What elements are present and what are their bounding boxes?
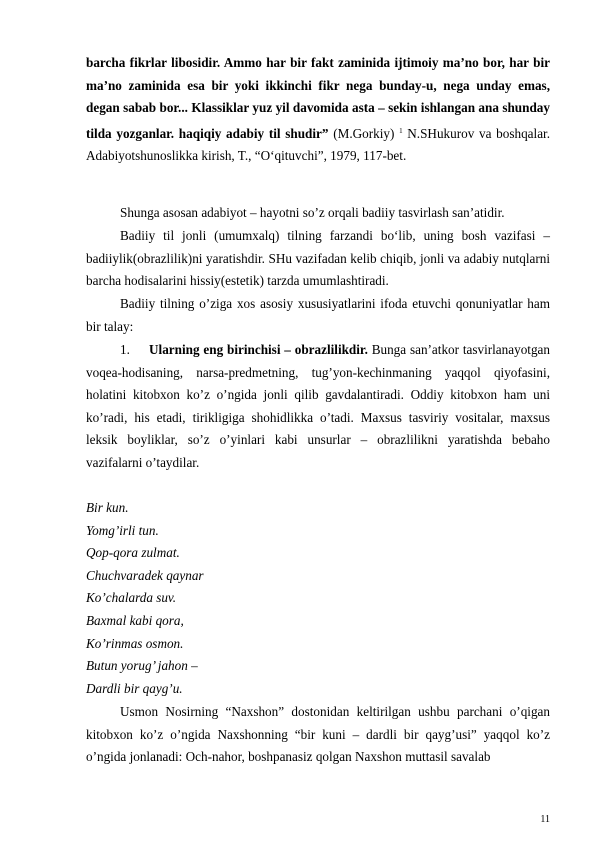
imagery-text: Bunga san’atkor tasvirlanayotgan voqea-hodisaning, narsa-predmetning, tug’yon-kechinmaning yaqqol qiyofasini, holatini kitobxon ko’z o’ngida jonli qilib gavdalantiradi. Oddiy kitobxon ham uni ko’radi, his etadi, tirikligiga shohidlikka o’tadi. Maxsus tasviriy vositalar, maxsus leksik boyliklar, so’z o’yinlari kabi unsurlar – obrazlilikni yaratishda bebaho vazifalarni o’taydilar.: [86, 342, 550, 470]
verse-line: Ko’chalarda suv.: [86, 590, 177, 606]
imagery-heading: Ularning eng birinchisi – obrazlilikdir.: [149, 342, 368, 357]
paragraph-artistic-language: Badiiy til jonli (umumxalq) tilning farzandi bo‘lib, uning bosh vazifasi – badiiylik(obrazlilik)ni yaratishdir. SHu vazifadan kelib chiqib, jonli va adabiy nutqlarni barcha hodisalarini hissiy(estetik) tarzda umumlashtiradi.: [86, 228, 550, 289]
verse-line: Butun yorug’ jahon –: [86, 658, 198, 674]
paragraph-imagery: [86, 339, 550, 475]
quote-bold-text: barcha fikrlar libosidir. Ammo har bir fakt zaminida ijtimoiy ma’no bor, har bir ma’no zaminida esa bir yoki ikkinchi fikr nega bunday-u, nega unday emas, degan sabab bor... Klassiklar yuz yil davomida asta – sekin ishlangan ana shunday tilda yozganlar. haqiqiy adabiy til shudir”: [86, 55, 550, 141]
footnote-marker: 1: [399, 126, 403, 135]
paragraph-laws: Badiiy tilning o’ziga xos asosiy xususiyatlarini ifoda etuvchi qonuniyatlar ham bir talay:: [86, 296, 550, 334]
verse-line: Yomg’irli tun.: [86, 522, 159, 538]
paragraph-analysis: Usmon Nosirning “Naxshon” dostonidan keltirilgan ushbu parchani o’qigan kitobxon ko’z o’ngida Naxshonning “bir kuni – dardli bir qayg’usi” yaqqol ko’z o’ngida jonlanadi: Och-nahor, boshpanasiz qolgan Naxshon muttasil savalab: [86, 704, 550, 765]
verse-line: Dardli bir qayg’u.: [86, 680, 183, 696]
page-number: 11: [540, 814, 550, 825]
quote-attribution: (M.Gorkiy): [333, 125, 395, 141]
verse-line: Chuchvaradek qaynar: [86, 567, 204, 583]
verse-line: Bir kun.: [86, 500, 129, 515]
footnote-reference: N.SHukurov va boshqalar. Adabiyotshunoslikka kirish, T., “O‘qituvchi”, 1979, 117-bet.: [86, 125, 551, 164]
verse-line: Ko’rinmas osmon.: [86, 635, 184, 651]
verse-line: Baxmal kabi qora,: [86, 612, 184, 628]
poem-excerpt: [86, 497, 550, 700]
paragraph-quote: [86, 52, 550, 168]
verse-line: Qop-qora zulmat.: [86, 545, 180, 561]
paragraph-definition: Shunga asosan adabiyot – hayotni so’z orqali badiiy tasvirlash san’atidir.: [120, 205, 505, 220]
list-number: 1.: [120, 342, 130, 357]
